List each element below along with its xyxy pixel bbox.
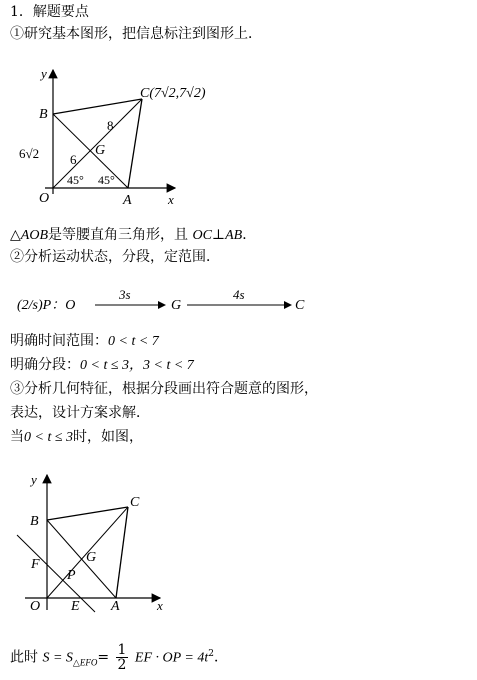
heading: 1．解题要点 xyxy=(10,4,89,20)
area-formula: 此时 $S = S_{\triangle EFO}=$ $\frac{1}{2}$ EF · OP = $4t^2$． xyxy=(10,642,228,674)
label-6root2: 6√2 xyxy=(19,146,40,161)
label-O: O xyxy=(30,599,41,614)
step-1: ①研究基本图形，把信息标注到图形上． xyxy=(10,26,262,42)
label-O: O xyxy=(39,191,50,206)
label-x: x xyxy=(168,192,174,207)
label-8: 8 xyxy=(107,118,114,133)
segments: 明确分段：0 < t ≤ 3，3 < t < 7 xyxy=(10,357,194,373)
segment-BC xyxy=(47,507,128,520)
label-F: F xyxy=(31,557,40,572)
figure-1 xyxy=(15,62,235,212)
label-B: B xyxy=(30,514,39,529)
label-G: G xyxy=(86,550,97,565)
label-C: C xyxy=(130,495,140,510)
label-y: y xyxy=(41,66,47,81)
motion-seg2: 4s xyxy=(233,287,245,302)
case-1: 当0 < t ≤ 3时，如图， xyxy=(10,429,144,445)
motion-C: C xyxy=(295,298,305,313)
label-G: G xyxy=(95,143,106,158)
label-6: 6 xyxy=(70,152,77,167)
step-1-result: △AOB是等腰直角三角形，且 OC⊥AB． xyxy=(10,227,257,243)
motion-seg1: 3s xyxy=(119,287,131,302)
label-A: A xyxy=(111,599,120,614)
label-P: P xyxy=(67,568,76,583)
time-range: 明确时间范围：0 < t < 7 xyxy=(10,333,159,349)
motion-label: (2/s)P：O xyxy=(17,298,76,313)
label-angle-right: 45° xyxy=(98,173,115,187)
segment-EF xyxy=(17,535,95,612)
label-angle-left: 45° xyxy=(67,173,84,187)
label-C: C(7√2,7√2) xyxy=(140,86,206,101)
label-y: y xyxy=(31,472,37,487)
step-3-cont: 表达，设计方案求解． xyxy=(10,405,150,421)
figure-2 xyxy=(15,470,185,620)
segment-CA xyxy=(128,99,142,188)
label-E: E xyxy=(71,599,80,614)
label-x: x xyxy=(157,598,163,613)
motion-diagram xyxy=(15,287,335,317)
step-3: ③分析几何特征，根据分段画出符合题意的图形， xyxy=(10,381,318,397)
motion-G: G xyxy=(171,298,182,313)
step-2: ②分析运动状态，分段，定范围． xyxy=(10,249,220,265)
label-B: B xyxy=(39,107,48,122)
segment-CA xyxy=(116,507,128,598)
label-A: A xyxy=(123,193,132,208)
